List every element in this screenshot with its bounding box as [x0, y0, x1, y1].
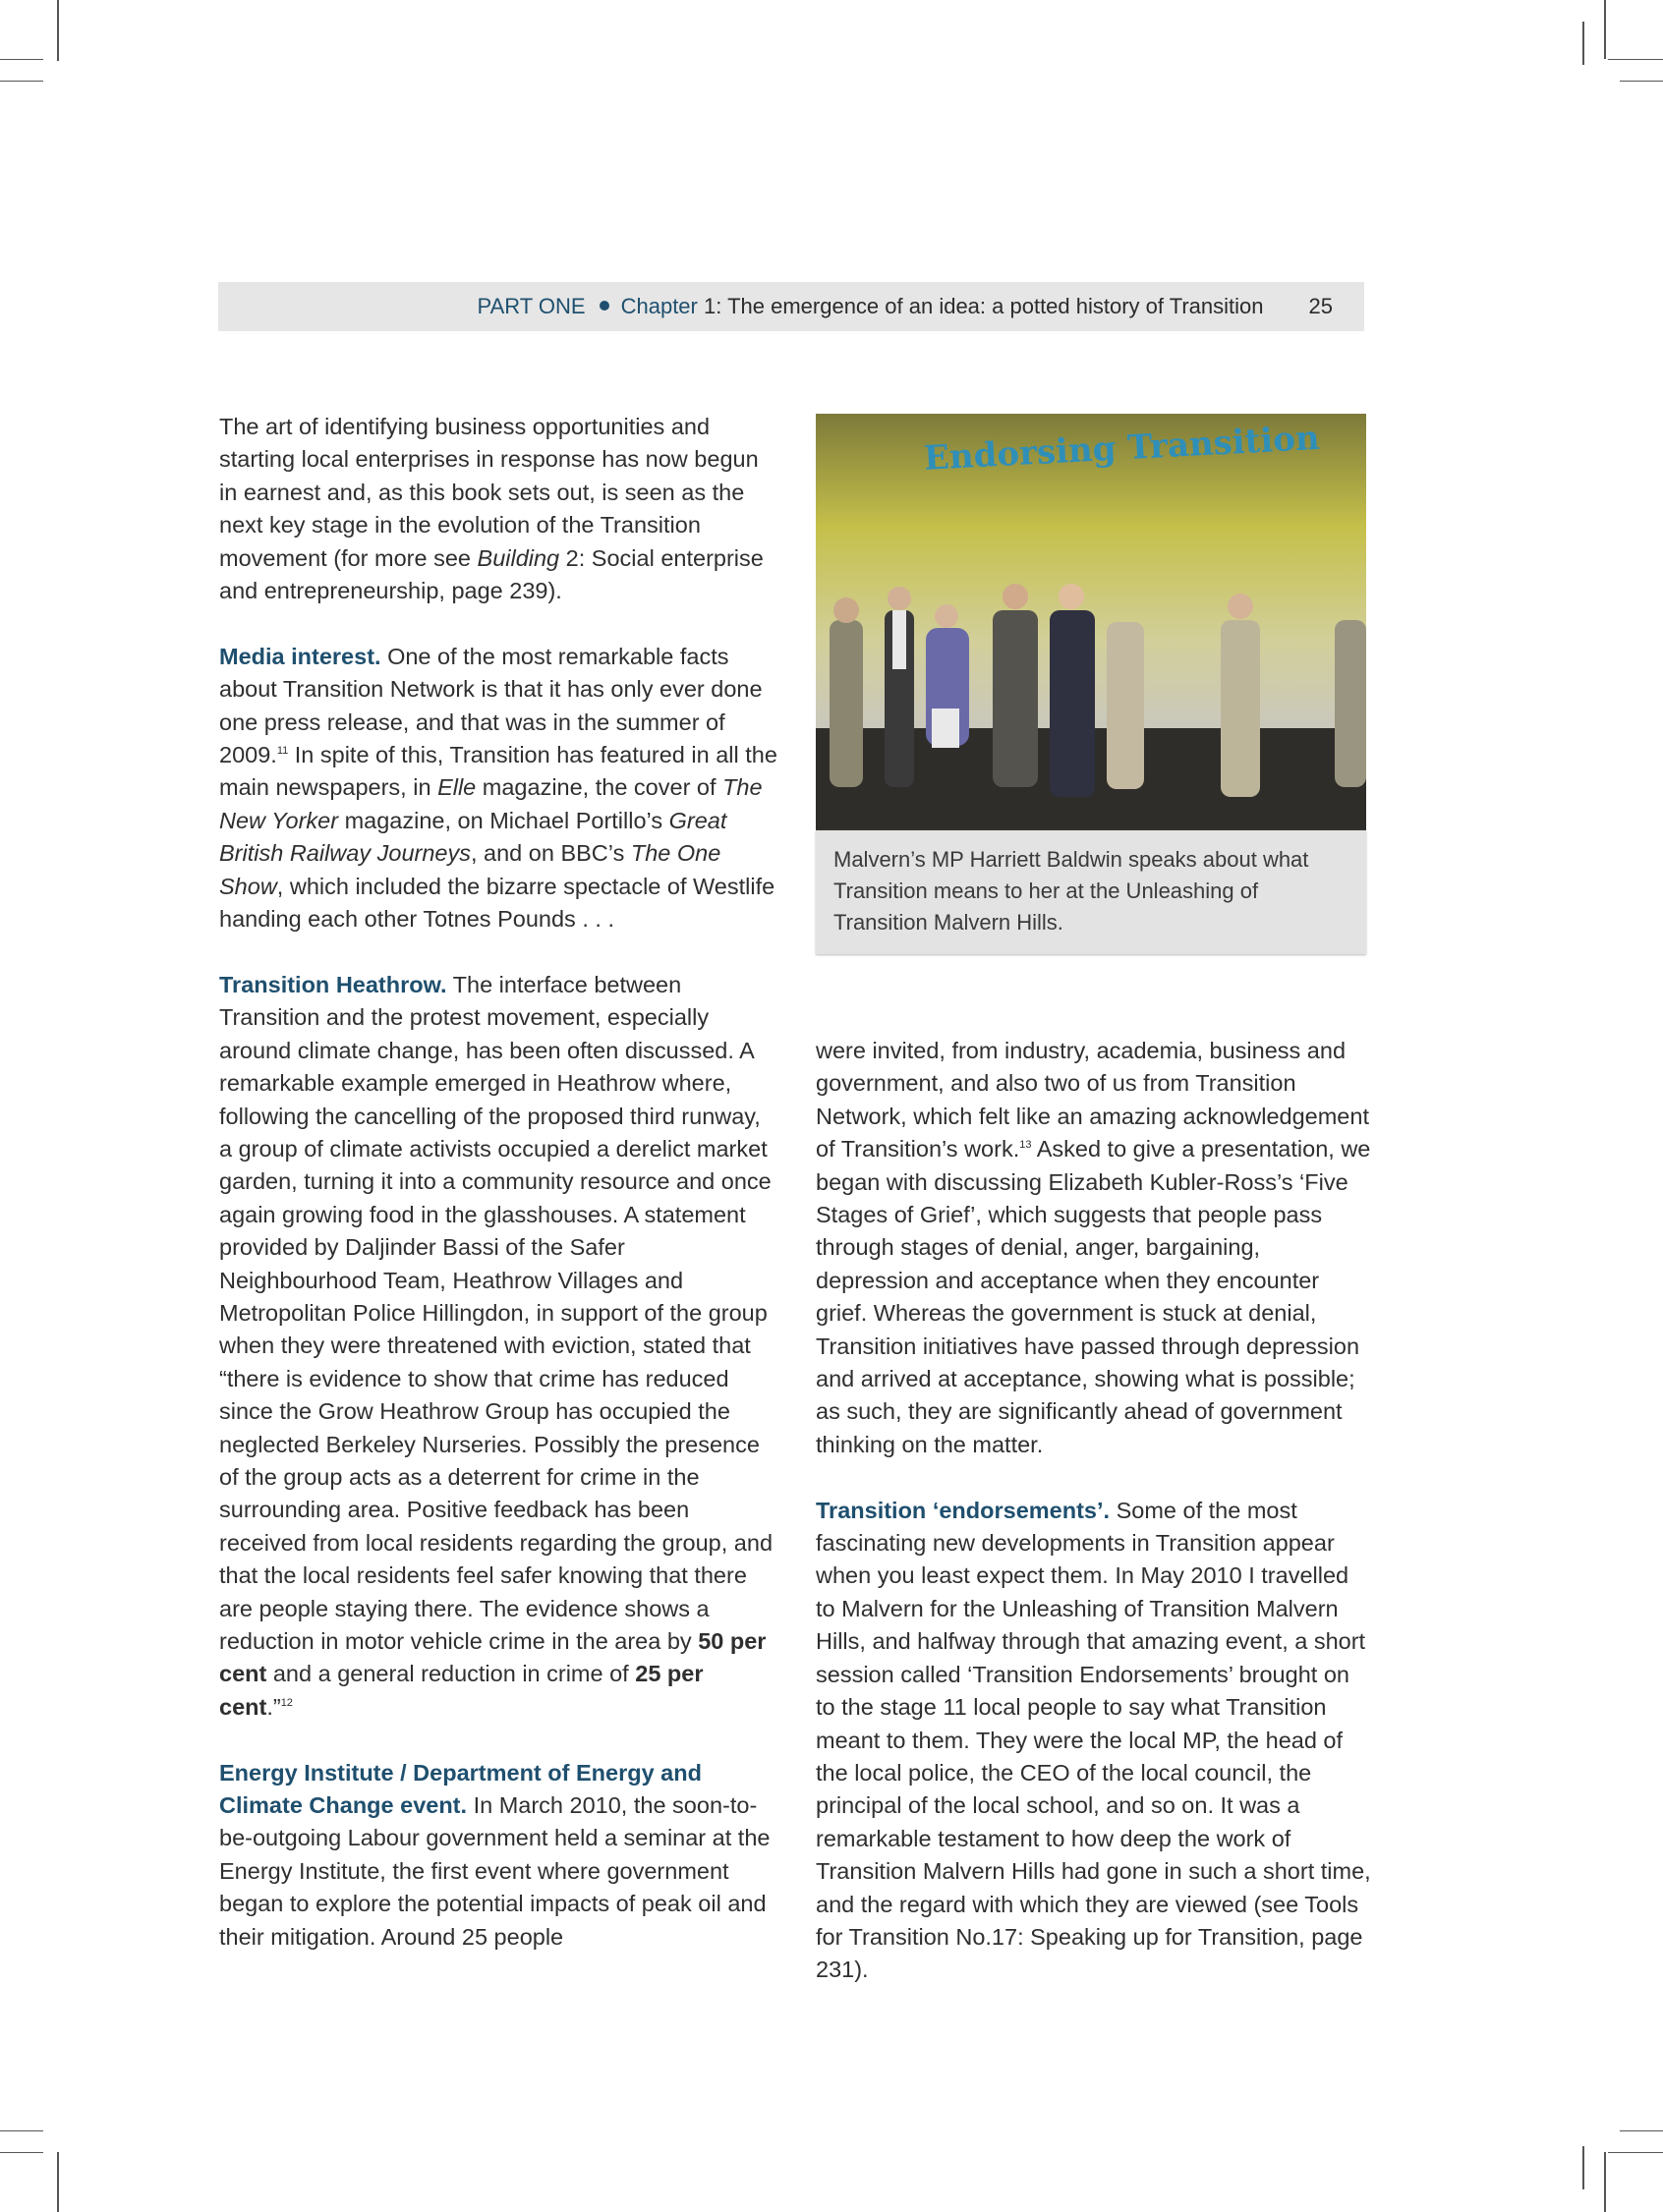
- footnote-ref: 12: [280, 1696, 293, 1709]
- running-header: [218, 282, 1364, 331]
- heading-media-interest: Media interest.: [219, 643, 381, 669]
- right-column: [816, 1035, 1371, 2019]
- chapter-label: Chapter: [620, 294, 698, 318]
- photo-endorsing-transition: [816, 414, 1366, 830]
- paragraph-transition-endorsements: Transition ‘endorsements’. Some of the most fascinating new developments in Transition appear when you least expect them. In May 2010 I travelled to Malvern for the Unleashing of Transition Malvern Hills, and halfway through that amazing event, a short session called ‘Transition Endorsements’ brought on to the stage 11 local people to say what Transition meant to them. They were the local MP, the head of the local police, the CEO of the local council, the principal of the local school, and so on. It was a remarkable testament to how deep the work of Transition Malvern Hills had gone in such a short time, and the regard with which they are viewed (see Tools for Transition No.17: Speaking up for Transition, page 231).: [816, 1497, 1371, 1983]
- crop-mark: [0, 2130, 43, 2131]
- heading-transition-heathrow: Transition Heathrow.: [219, 971, 447, 997]
- paragraph-energy-institute: Energy Institute / Department of Energy and Climate Change event. In March 2010, the soon-to-be-outgoing Labour government held a seminar at the Energy Institute, the first event where government began to explore the potential impacts of peak oil and their mitigation. Around 25 people: [219, 1759, 771, 1950]
- crop-mark: [0, 59, 43, 60]
- page-number: 25: [1308, 294, 1333, 318]
- bullet-dot-icon: [600, 301, 609, 311]
- left-column: [219, 411, 779, 1986]
- crop-mark: [0, 2152, 43, 2153]
- chapter-number: 1: [704, 294, 717, 318]
- crop-mark: [1620, 2130, 1663, 2131]
- crop-mark: [1604, 2152, 1606, 2212]
- part-label: PART ONE: [477, 294, 586, 318]
- crop-mark: [57, 2152, 59, 2212]
- photo-caption-box: [816, 830, 1366, 954]
- paragraph-energy-continued: were invited, from industry, academia, business and government, and also two of us from Transition Network, which felt like an amazing acknowledgement of Transition’s work.$^{13}$ Asked to give a presentation, we began with discussing Elizabeth Kubler-Ross’s ‘Five Stages of Grief’, which suggests that people pass through stages of denial, anger, bargaining, depression and acceptance when they encounter grief. Whereas the government is stuck at denial, Transition initiatives have passed through depression and arrived at acceptance, showing what is possible; as such, they are significantly ahead of government thinking on the matter.: [816, 1038, 1371, 1457]
- paragraph-media-interest: Media interest. One of the most remarkable facts about Transition Network is that it has only ever done one press release, and that was in the summer of 2009.11 In spite of this, Transition has featured in all the main newspapers, in Elle magazine, the cover of The New Yorker magazine, on Michael Portillo’s Great British Railway Journeys, and on BBC’s The One Show, which included the bizarre spectacle of Westlife handing each other Totnes Pounds . . .: [219, 643, 777, 933]
- paragraph-business: The art of identifying business opportunities and starting local enterprises in response has now begun in earnest and, as this book sets out, is seen as the next key stage in the evolution of the Transition movement (for more see Building 2: Social enterprise and entrepreneurship, page 239).: [219, 414, 764, 604]
- crop-mark: [1582, 2146, 1584, 2189]
- footnote-ref: 11: [276, 745, 289, 758]
- crop-mark: [1620, 81, 1663, 82]
- chapter-title: : The emergence of an idea: a potted history of Transition: [716, 294, 1264, 318]
- crop-mark: [0, 81, 43, 82]
- crop-mark: [1608, 59, 1663, 60]
- heading-transition-endorsements: Transition ‘endorsements’.: [816, 1497, 1111, 1523]
- stage-photo-illustration: [816, 414, 1366, 830]
- crop-mark: [1604, 0, 1606, 59]
- paragraph-transition-heathrow: Transition Heathrow. The interface between Transition and the protest movement, especially around climate change, has been often discussed. A remarkable example emerged in Heathrow where, following the cancelling of the proposed third runway, a group of climate activists occupied a derelict market garden, turning it into a community resource and once again growing food in the glasshouses. A statement provided by Daljinder Bassi of the Safer Neighbourhood Team, Heathrow Villages and Metropolitan Police Hillingdon, in support of the group when they were threatened with eviction, stated that “there is evidence to show that crime has reduced since the Grow Heathrow Group has occupied the neglected Berkeley Nurseries. Possibly the presence of the group acts as a deterrent for crime in the surrounding area. Positive feedback has been received from local residents regarding the group, and that the local residents feel safer knowing that there are people staying there. The evidence shows a reduction in motor vehicle crime in the area by 50 per cent and a general reduction in crime of 25 per cent.”$^{12}$: [219, 971, 774, 1720]
- banner-text: Endorsing Transition: [923, 418, 1321, 479]
- heading-energy-institute: Energy Institute / Department of Energy and Climate Change event.: [219, 1759, 702, 1819]
- crop-mark: [57, 0, 59, 61]
- footnote-ref: 13: [1019, 1139, 1032, 1152]
- crop-mark: [1582, 22, 1584, 65]
- crop-mark: [1608, 2152, 1663, 2153]
- photo-caption: Malvern’s MP Harriett Baldwin speaks about what Transition means to her at the Unleashing of Transition Malvern Hills.: [833, 847, 1309, 935]
